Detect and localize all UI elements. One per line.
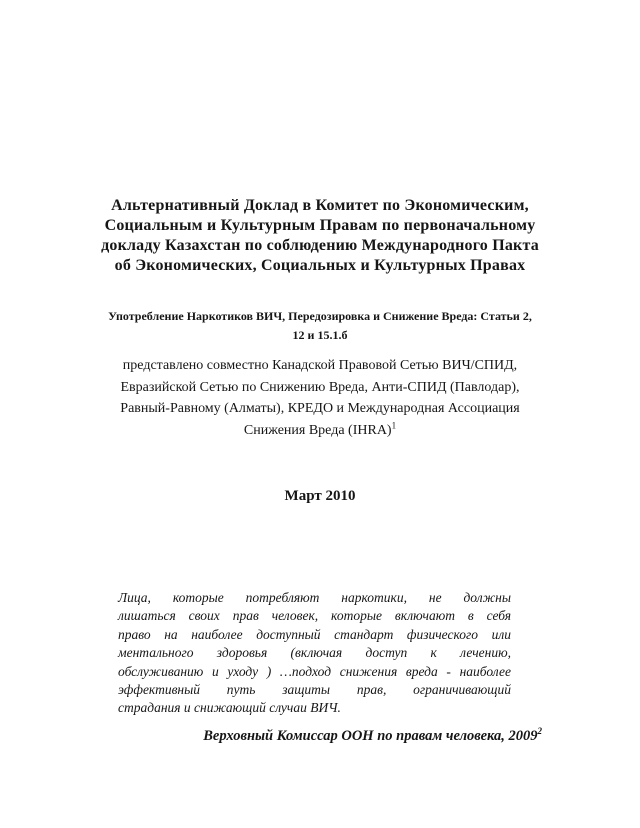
text-line: Употребление Наркотиков ВИЧ, Передозировка и Снижение Вреда: Статьи 2,	[108, 309, 532, 323]
report-title	[0, 196, 640, 276]
submission-last-line-text: Снижения Вреда (IHRA)	[243, 422, 392, 438]
text-line: докладу Казахстан по соблюдению Международного Пакта	[101, 237, 539, 254]
text-line: обслуживанию и уходу ) …подход снижения вреда - наиболее	[118, 663, 511, 679]
text-line: ментального здоровья (включая доступ к лечению,	[118, 645, 511, 661]
text-line: Альтернативный Доклад в Комитет по Экономическим,	[111, 197, 529, 214]
text-line: страдания и снижающий случаи ВИЧ.	[118, 700, 341, 716]
text-line: эффективный путь защиты прав, ограничивающий	[118, 682, 511, 698]
text-line: право на наиболее доступный стандарт физического или	[118, 626, 511, 642]
text-line: 12 и 15.1.б	[292, 327, 348, 342]
submission-lines	[0, 355, 640, 420]
text-line: Социальным и Культурным Правам по первоначальному	[104, 217, 536, 234]
block-quote	[118, 589, 511, 718]
text-line: об Экономических, Социальных и Культурных Правах	[114, 257, 526, 274]
publication-date: Март 2010	[284, 488, 356, 504]
footnote-marker-2: 2	[537, 726, 542, 737]
quote-attribution	[0, 726, 640, 746]
submission-paragraph	[0, 355, 640, 441]
text-line: Лица, которые потребляют наркотики, не должны	[118, 590, 511, 605]
text-line: лишаться своих прав человек, которые включают в себя	[118, 608, 511, 624]
text-line: представлено совместно Канадской Правовой Сетью ВИЧ/СПИД,	[122, 358, 518, 373]
text-line: Равный-Равному (Алматы), КРЕДО и Международная Ассоциация	[120, 401, 520, 416]
footnote-marker-1: 1	[391, 419, 397, 430]
submission-last-line	[0, 420, 640, 442]
text-line: Евразийской Сетью по Снижению Вреда, Анти-СПИД (Павлодар),	[120, 379, 520, 395]
quote-attribution-text: Верховный Комиссар ООН по правам человека, 2009	[203, 727, 538, 744]
report-subtitle	[0, 307, 640, 344]
